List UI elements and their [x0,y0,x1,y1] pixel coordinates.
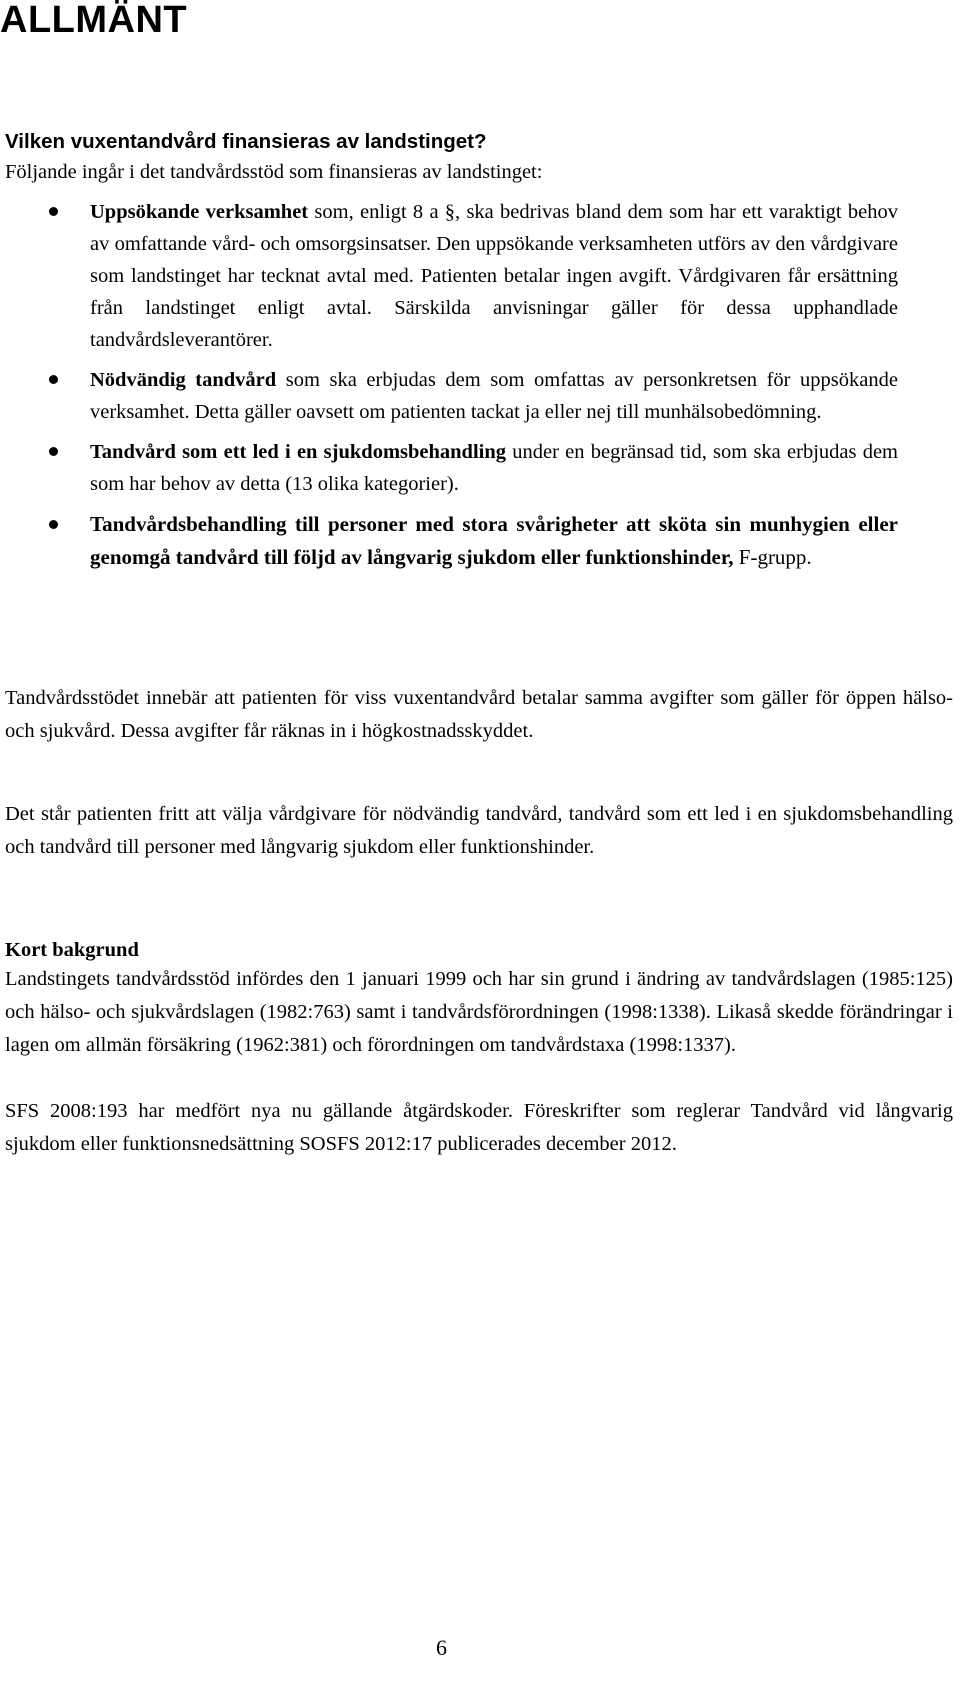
kort-bakgrund-paragraph-1: Landstingets tandvårdsstöd infördes den 1 januari 1999 och har sin grund i ändring av tandvårdslagen (1985:125) och hälso- och sjukvårdslagen (1982:763) samt i tandvårdsförordningen (1998:1338). Likaså skedde förändringar i lagen om allmän försäkring (1962:381) och förordningen om tandvårdstaxa (1998:1337). [5,968,953,1056]
paragraph-avgifter: Tandvårdsstödet innebär att patienten för viss vuxentandvård betalar samma avgifter som gäller för öppen hälso- och sjukvård. Dessa avgifter får räknas in i högkostnadsskyddet. [5,687,953,742]
bullet-body-text: som ska erbjudas dem som omfattas av personkretsen för uppsökande verksamhet. Detta gäller oavsett om patienten tackat ja eller nej till munhälsobedömning. [90,369,898,423]
bullet-bold-text: Nödvändig tandvård [90,369,277,391]
bullet-item-nodvandig [0,364,898,428]
bullet-dot-icon [49,447,58,456]
kort-bakgrund-heading: Kort bakgrund [5,939,139,961]
bullet-dot-icon [49,375,58,384]
bullet-list [0,196,960,582]
bullet-body-text: under en begränsad tid, som ska erbjudas dem som har behov av detta (13 olika kategorier). [90,441,898,495]
page-title: ALLMÄNT [0,0,188,41]
bullet-bold-text: Tandvårdsbehandling till personer med stora svårigheter att sköta sin munhygien eller genomgå tandvård till följd av långvarig sjukdom eller funktionshinder, [90,512,898,569]
bullet-item-f-grupp [0,508,898,574]
bullet-body-text: F-grupp. [733,545,812,569]
paragraph-valfrihet: Det står patienten fritt att välja vårdgivare för nödvändig tandvård, tandvård som ett led i en sjukdomsbehandling och tandvård till personer med långvarig sjukdom eller funktionshinder. [5,803,953,858]
section-heading: Vilken vuxentandvård finansieras av landstinget? [5,130,487,153]
bullet-dot-icon [49,520,58,529]
bullet-dot-icon [49,207,58,216]
bullet-item-sjukdomsbehandling [0,436,898,500]
bullet-bold-text: Tandvård som ett led i en sjukdomsbehandling [90,441,506,463]
kort-bakgrund-paragraph-2: SFS 2008:193 har medfört nya nu gällande åtgärdskoder. Föreskrifter som reglerar Tandvård vid långvarig sjukdom eller funktionsnedsättning SOSFS 2012:17 publicerades december 2012. [5,1100,953,1155]
page-number: 6 [436,1635,447,1660]
bullet-body-text: som, enligt 8 a §, ska bedrivas bland dem som har ett varaktigt behov av omfattande vård- och omsorgsinsatser. Den uppsökande verksamheten utförs av den vårdgivare som landstinget har tecknat avtal med. Patienten betalar ingen avgift. Vårdgivaren får ersättning från landstinget enligt avtal. Särskilda anvisningar gäller för dessa upphandlade tandvårdsleverantörer. [90,201,898,351]
bullet-bold-text: Uppsökande verksamhet [90,201,309,223]
intro-text: Följande ingår i det tandvårdsstöd som finansieras av landstinget: [5,161,543,183]
bullet-item-uppsokande [0,196,898,356]
